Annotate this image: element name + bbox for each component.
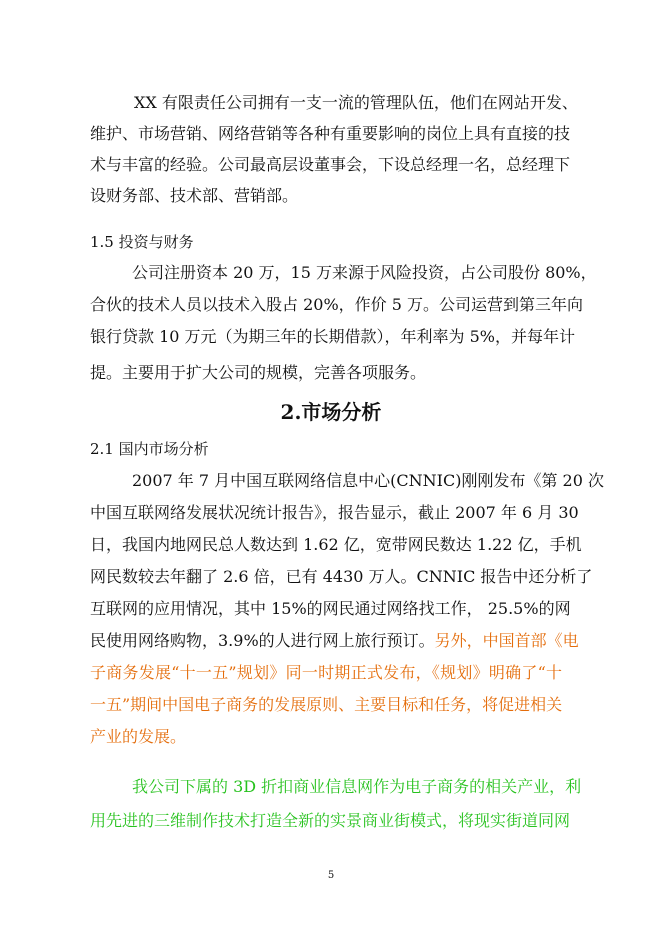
para-investment-line-4: 提。主要用于扩大公司的规模，完善各项服务。	[90, 363, 427, 382]
para-market-line-5: 互联网的应用情况，其中 15%的网民通过网络找工作， 25.5%的网	[90, 599, 571, 618]
para-company-green-line-1: 我公司下属的 3D 折扣商业信息网作为电子商务的相关产业，利	[132, 777, 582, 796]
para-market-line-6	[90, 628, 579, 654]
para-market-line-2: 中国互联网络发展状况统计报告》，报告显示，截止 2007 年 6 月 30	[90, 503, 579, 522]
para-investment-line-1: 公司注册资本 20 万，15 万来源于风险投资，占公司股份 80%，	[132, 263, 597, 282]
section-heading-investment: 1.5 投资与财务	[90, 233, 194, 251]
para-management-line-2: 维护、市场营销、网络营销等各种有重要影响的岗位上具有直接的技	[90, 124, 571, 143]
para-investment-line-2: 合伙的技术人员以技术入股占 20%，作价 5 万。公司运营到第三年向	[90, 295, 584, 314]
para-market-line-6-black: 民使用网络购物，3.9%的人进行网上旅行预订。	[90, 631, 435, 650]
para-market-orange-line-1: 子商务发展“十一五”规划》同一时期正式发布，《规划》明确了“十	[90, 663, 562, 682]
section-heading-domestic-market: 2.1 国内市场分析	[90, 440, 209, 458]
para-management-line-4: 设财务部、技术部、营销部。	[90, 186, 299, 205]
para-market-orange-line-3: 产业的发展。	[90, 727, 187, 746]
para-company-green-line-2: 用先进的三维制作技术打造全新的实景商业街模式，将现实街道同网	[90, 811, 571, 830]
chapter-title-market-analysis: 2.市场分析	[280, 400, 382, 424]
para-market-line-4: 网民数较去年翻了 2.6 倍，已有 4430 万人。CNNIC 报告中还分析了	[90, 567, 593, 586]
para-market-orange-line-2: 一五”期间中国电子商务的发展原则、主要目标和任务，将促进相关	[90, 695, 563, 714]
para-management-line-3: 术与丰富的经验。公司最高层设董事会，下设总经理一名，总经理下	[90, 155, 571, 174]
para-market-line-6-orange: 另外，中国首部《电	[434, 631, 579, 650]
para-investment-line-3: 银行贷款 10 万元（为期三年的长期借款），年利率为 5%，并每年计	[90, 327, 576, 346]
page-number: 5	[327, 870, 335, 881]
para-market-line-3: 日，我国内地网民总人数达到 1.62 亿，宽带网民数达 1.22 亿，手机	[90, 535, 582, 554]
para-market-line-1: 2007 年 7 月中国互联网络信息中心(CNNIC)刚刚发布《第 20 次	[132, 471, 604, 490]
para-management-line-1: XX 有限责任公司拥有一支一流的管理队伍，他们在网站开发、	[134, 93, 578, 112]
